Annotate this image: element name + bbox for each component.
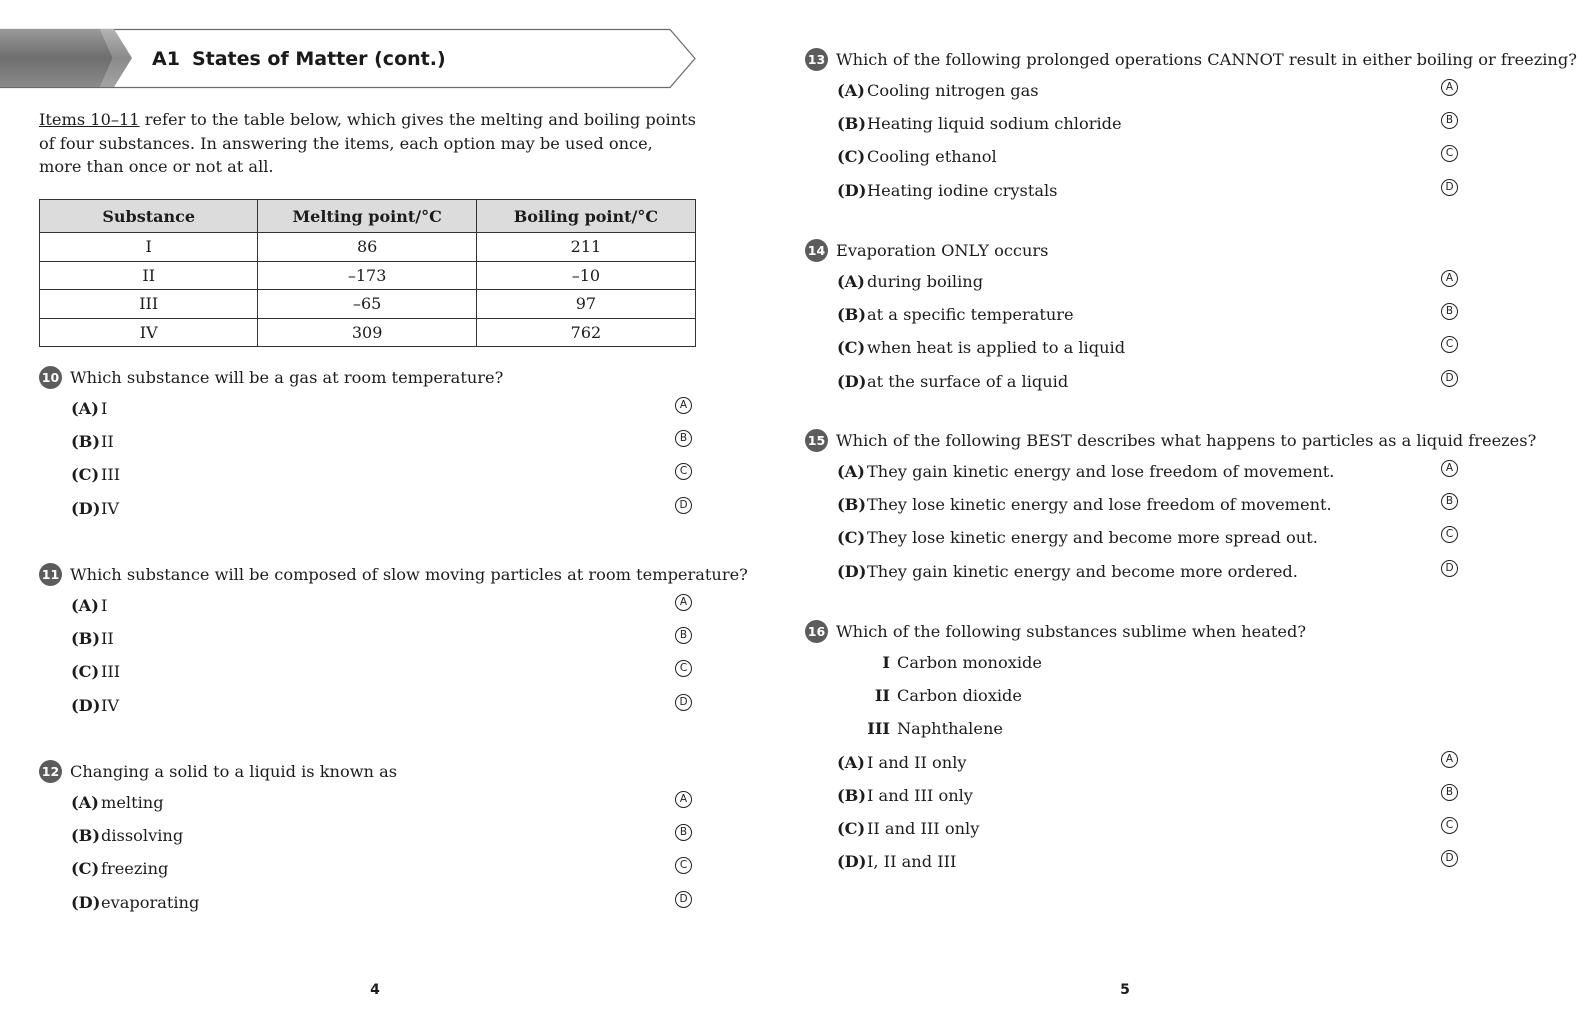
option-text: They lose kinetic energy and lose freedom of movement. bbox=[867, 495, 1332, 515]
column-header: Boiling point/°C bbox=[476, 200, 695, 233]
option-letter: (D) bbox=[837, 371, 867, 391]
option-text: at the surface of a liquid bbox=[867, 371, 1069, 391]
section-title bbox=[152, 29, 446, 89]
option-letter: (C) bbox=[837, 147, 866, 167]
option-text: II bbox=[101, 432, 114, 452]
statement-ii bbox=[805, 677, 1475, 710]
section-header-banner bbox=[0, 29, 700, 89]
table-cell: 309 bbox=[258, 318, 476, 347]
answer-bubble-b[interactable]: B bbox=[675, 824, 692, 841]
option-text: I bbox=[101, 596, 108, 615]
question-12 bbox=[39, 760, 697, 917]
table-cell: –173 bbox=[258, 261, 476, 290]
question-text: Which of the following prolonged operations CANNOT result in either boiling or freezing? bbox=[836, 50, 1577, 69]
table-header-row bbox=[40, 200, 696, 233]
answer-bubble-d[interactable]: D bbox=[675, 497, 692, 514]
statement-text: Naphthalene bbox=[897, 719, 1003, 739]
answer-bubble-d[interactable]: D bbox=[1441, 560, 1458, 577]
answer-bubble-d[interactable]: D bbox=[675, 694, 692, 711]
answer-bubble-a[interactable]: A bbox=[1441, 751, 1458, 768]
answer-bubble-a[interactable]: A bbox=[675, 397, 692, 414]
option-text: IV bbox=[101, 498, 120, 518]
option-text: I and III only bbox=[867, 785, 973, 805]
option-text: dissolving bbox=[101, 826, 184, 846]
option-b[interactable] bbox=[39, 423, 697, 456]
answer-bubble-d[interactable]: D bbox=[675, 891, 692, 908]
answer-bubble-a[interactable]: A bbox=[1441, 270, 1458, 287]
answer-bubble-a[interactable]: A bbox=[1441, 460, 1458, 477]
statement-i bbox=[805, 644, 1475, 677]
table-cell: IV bbox=[40, 318, 258, 347]
option-letter: (A) bbox=[837, 81, 865, 100]
option-a[interactable] bbox=[39, 587, 697, 620]
answer-bubble-b[interactable]: B bbox=[1441, 784, 1458, 801]
answer-bubble-a[interactable]: A bbox=[675, 594, 692, 611]
option-letter: (D) bbox=[71, 892, 101, 912]
option-text: when heat is applied to a liquid bbox=[867, 338, 1126, 358]
column-header: Substance bbox=[40, 200, 258, 233]
answer-bubble-d[interactable]: D bbox=[1441, 370, 1458, 387]
option-letter: (B) bbox=[837, 785, 866, 805]
question-number-badge: 15 bbox=[805, 429, 828, 452]
option-text: IV bbox=[101, 695, 120, 715]
question-text: Which of the following BEST describes what happens to particles as a liquid freezes? bbox=[836, 431, 1537, 450]
table-cell: 86 bbox=[258, 233, 476, 262]
option-text: during boiling bbox=[867, 272, 984, 291]
option-letter: (D) bbox=[837, 852, 867, 872]
statement-numeral: III bbox=[867, 719, 890, 739]
option-d[interactable] bbox=[39, 490, 697, 523]
option-text: They gain kinetic energy and lose freedom of movement. bbox=[867, 462, 1335, 481]
question-13 bbox=[805, 48, 1577, 205]
option-d[interactable] bbox=[805, 172, 1475, 205]
substance-table bbox=[39, 199, 696, 347]
option-letter: (A) bbox=[837, 462, 865, 481]
table-row bbox=[40, 261, 696, 290]
option-text: at a specific temperature bbox=[867, 305, 1074, 325]
option-d[interactable] bbox=[39, 687, 697, 720]
option-letter: (B) bbox=[71, 826, 100, 846]
column-header: Melting point/°C bbox=[258, 200, 476, 233]
question-number-badge: 10 bbox=[39, 366, 62, 389]
option-text: Heating iodine crystals bbox=[867, 180, 1058, 200]
section-name: States of Matter (cont.) bbox=[191, 48, 446, 70]
table-cell: III bbox=[40, 290, 258, 319]
answer-bubble-c[interactable]: C bbox=[675, 660, 692, 677]
question-15 bbox=[805, 429, 1537, 586]
table-row bbox=[40, 318, 696, 347]
option-text: I bbox=[101, 399, 108, 418]
table-cell: II bbox=[40, 261, 258, 290]
option-d[interactable] bbox=[805, 363, 1475, 396]
question-header bbox=[39, 760, 697, 784]
answer-bubble-a[interactable]: A bbox=[1441, 79, 1458, 96]
answer-bubble-b[interactable]: B bbox=[675, 430, 692, 447]
option-letter: (C) bbox=[71, 465, 100, 485]
answer-bubble-b[interactable]: B bbox=[1441, 112, 1458, 129]
left-page bbox=[0, 0, 750, 1035]
option-letter: (A) bbox=[71, 399, 99, 418]
question-header bbox=[805, 48, 1577, 72]
option-letter: (B) bbox=[837, 495, 866, 515]
table-cell: 97 bbox=[476, 290, 695, 319]
option-text: II bbox=[101, 629, 114, 649]
option-text: I and II only bbox=[867, 752, 967, 772]
option-b[interactable] bbox=[805, 105, 1475, 138]
option-letter: (B) bbox=[837, 305, 866, 325]
answer-bubble-c[interactable]: C bbox=[1441, 526, 1458, 543]
option-text: Cooling ethanol bbox=[867, 147, 997, 167]
option-d[interactable] bbox=[805, 843, 1475, 876]
option-b[interactable] bbox=[805, 296, 1475, 329]
option-letter: (B) bbox=[837, 114, 866, 134]
page-number-right: 5 bbox=[1120, 982, 1130, 998]
option-text: freezing bbox=[101, 859, 169, 879]
question-text: Which substance will be composed of slow moving particles at room temperature? bbox=[70, 565, 748, 584]
question-header bbox=[39, 563, 748, 587]
option-b[interactable] bbox=[39, 817, 697, 850]
option-a[interactable] bbox=[805, 453, 1475, 486]
table-row bbox=[40, 233, 696, 262]
option-text: Cooling nitrogen gas bbox=[867, 81, 1039, 100]
option-letter: (B) bbox=[71, 432, 100, 452]
question-text: Changing a solid to a liquid is known as bbox=[70, 762, 398, 781]
option-text: I, II and III bbox=[867, 852, 957, 872]
option-text: III bbox=[101, 662, 121, 682]
option-b[interactable] bbox=[805, 777, 1475, 810]
option-letter: (C) bbox=[71, 662, 100, 682]
answer-bubble-c[interactable]: C bbox=[1441, 336, 1458, 353]
question-10 bbox=[39, 366, 697, 523]
option-text: They lose kinetic energy and become more spread out. bbox=[867, 528, 1318, 548]
option-letter: (D) bbox=[837, 561, 867, 581]
statement-numeral: II bbox=[874, 686, 890, 706]
option-letter: (A) bbox=[837, 272, 865, 291]
option-c[interactable] bbox=[805, 329, 1475, 362]
option-c[interactable] bbox=[39, 653, 697, 686]
option-d[interactable] bbox=[39, 884, 697, 917]
option-letter: (B) bbox=[71, 629, 100, 649]
statement-numeral: I bbox=[882, 653, 890, 672]
option-a[interactable] bbox=[805, 263, 1475, 296]
answer-bubble-d[interactable]: D bbox=[1441, 850, 1458, 867]
option-letter: (A) bbox=[837, 752, 865, 772]
question-number-badge: 12 bbox=[39, 760, 62, 783]
question-header bbox=[805, 239, 1475, 263]
option-letter: (C) bbox=[837, 528, 866, 548]
table-cell: –10 bbox=[476, 261, 695, 290]
option-c[interactable] bbox=[39, 456, 697, 489]
answer-bubble-c[interactable]: C bbox=[675, 857, 692, 874]
answer-bubble-b[interactable]: B bbox=[1441, 493, 1458, 510]
items-reference: Items 10–11 bbox=[39, 110, 140, 129]
option-letter: (C) bbox=[837, 818, 866, 838]
answer-bubble-c[interactable]: C bbox=[1441, 145, 1458, 162]
option-text: They gain kinetic energy and become more ordered. bbox=[867, 561, 1298, 581]
answer-bubble-c[interactable]: C bbox=[675, 463, 692, 480]
table-cell: 762 bbox=[476, 318, 695, 347]
option-a[interactable] bbox=[39, 784, 697, 817]
question-text: Evaporation ONLY occurs bbox=[836, 241, 1049, 260]
question-text: Which of the following substances sublime when heated? bbox=[836, 622, 1307, 641]
option-letter: (D) bbox=[837, 180, 867, 200]
statement-text: Carbon monoxide bbox=[897, 653, 1042, 672]
option-letter: (D) bbox=[71, 695, 101, 715]
statement-iii bbox=[805, 710, 1475, 743]
table-intro-text bbox=[39, 108, 699, 179]
intro-body: refer to the table below, which gives the melting and boiling points of four substances. In answering the items, each option may be used once, more than once or not at all. bbox=[39, 110, 696, 176]
question-number-badge: 13 bbox=[805, 48, 828, 71]
page-number-left: 4 bbox=[370, 982, 380, 998]
option-d[interactable] bbox=[805, 553, 1475, 586]
question-text: Which substance will be a gas at room temperature? bbox=[70, 368, 504, 387]
table-cell: 211 bbox=[476, 233, 695, 262]
option-letter: (C) bbox=[837, 338, 866, 358]
option-c[interactable] bbox=[805, 810, 1475, 843]
option-text: Heating liquid sodium chloride bbox=[867, 114, 1122, 134]
option-letter: (A) bbox=[71, 793, 99, 812]
option-c[interactable] bbox=[805, 138, 1475, 171]
question-number-badge: 16 bbox=[805, 620, 828, 643]
option-c[interactable] bbox=[805, 519, 1475, 552]
option-b[interactable] bbox=[39, 620, 697, 653]
question-11 bbox=[39, 563, 748, 720]
table-row bbox=[40, 290, 696, 319]
option-text: III bbox=[101, 465, 121, 485]
question-number-badge: 11 bbox=[39, 563, 62, 586]
section-code: A1 bbox=[152, 48, 180, 70]
answer-bubble-b[interactable]: B bbox=[675, 627, 692, 644]
question-header bbox=[805, 620, 1475, 644]
option-letter: (A) bbox=[71, 596, 99, 615]
option-c[interactable] bbox=[39, 850, 697, 883]
question-16 bbox=[805, 620, 1475, 876]
option-text: II and III only bbox=[867, 818, 980, 838]
table-cell: –65 bbox=[258, 290, 476, 319]
option-letter: (C) bbox=[71, 859, 100, 879]
option-a[interactable] bbox=[39, 390, 697, 423]
option-text: melting bbox=[101, 793, 164, 812]
option-letter: (D) bbox=[71, 498, 101, 518]
option-text: evaporating bbox=[101, 892, 200, 912]
answer-bubble-c[interactable]: C bbox=[1441, 817, 1458, 834]
statement-text: Carbon dioxide bbox=[897, 686, 1022, 706]
table-cell: I bbox=[40, 233, 258, 262]
answer-bubble-d[interactable]: D bbox=[1441, 179, 1458, 196]
option-b[interactable] bbox=[805, 486, 1475, 519]
question-14 bbox=[805, 239, 1475, 396]
question-number-badge: 14 bbox=[805, 239, 828, 262]
answer-bubble-b[interactable]: B bbox=[1441, 303, 1458, 320]
question-header bbox=[805, 429, 1537, 453]
question-header bbox=[39, 366, 697, 390]
right-page bbox=[750, 0, 1577, 1035]
option-a[interactable] bbox=[805, 72, 1475, 105]
option-a[interactable] bbox=[805, 744, 1475, 777]
answer-bubble-a[interactable]: A bbox=[675, 791, 692, 808]
